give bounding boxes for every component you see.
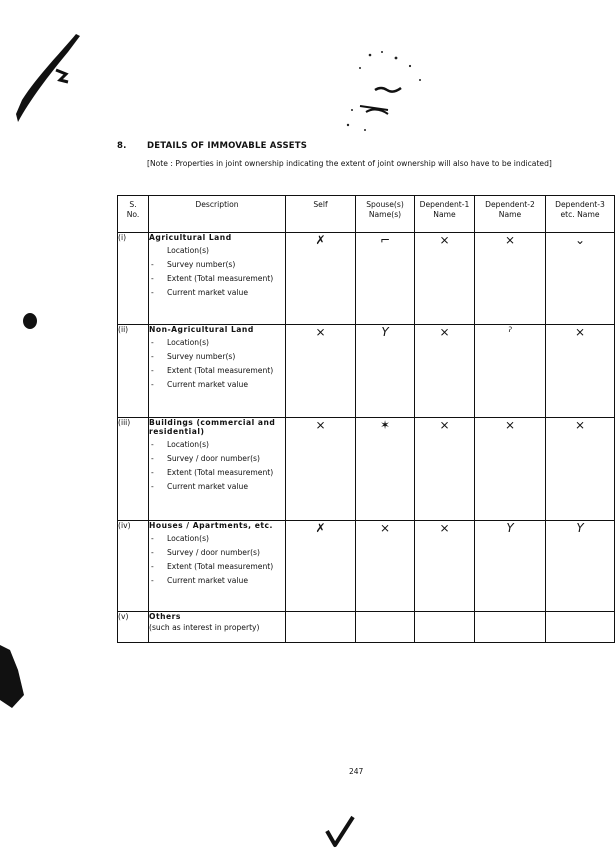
list-item: Location(s) bbox=[167, 246, 209, 255]
list-item: - Location(s) bbox=[151, 440, 209, 449]
cell-spouse: ⨯ bbox=[356, 521, 415, 612]
list-item: - Extent (Total measurement) bbox=[151, 274, 274, 283]
page-number: 247 bbox=[349, 767, 364, 776]
header-dependent-1: Dependent-1 Name bbox=[415, 196, 475, 233]
cell-self: ✗ bbox=[286, 233, 356, 325]
check-mark bbox=[325, 815, 355, 849]
cell-dependent-1: ⨯ bbox=[415, 418, 475, 521]
row-description bbox=[149, 612, 286, 643]
cell-dependent-1: ⨯ bbox=[415, 233, 475, 325]
list-item: - Survey number(s) bbox=[151, 260, 236, 269]
table-row bbox=[118, 521, 615, 612]
table-row bbox=[118, 612, 615, 643]
row-category: Houses / Apartments, etc. bbox=[149, 521, 273, 530]
list-item: - Current market value bbox=[151, 288, 249, 297]
cell-dependent-1: ⨯ bbox=[415, 521, 475, 612]
header-spouse: Spouse(s) Name(s) bbox=[356, 196, 415, 233]
table-row bbox=[118, 418, 615, 521]
cell-spouse: ✶ bbox=[356, 418, 415, 521]
cell-self: ⨯ bbox=[286, 325, 356, 418]
row-category: Non-Agricultural Land bbox=[149, 325, 254, 334]
list-item: - Current market value bbox=[151, 576, 249, 585]
cell-dependent-3: Y bbox=[546, 521, 615, 612]
row-category: Buildings (commercial and residential) bbox=[149, 418, 276, 436]
row-description bbox=[149, 418, 286, 521]
header-dependent-3: Dependent-3 etc. Name bbox=[546, 196, 615, 233]
list-item: - Current market value bbox=[151, 380, 249, 389]
row-description bbox=[149, 521, 286, 612]
header-dependent-2: Dependent-2 Name bbox=[475, 196, 546, 233]
row-category: Others bbox=[149, 612, 181, 621]
cell-self bbox=[286, 612, 356, 643]
row-sno: (v) bbox=[118, 612, 149, 643]
cell-spouse: Y bbox=[356, 325, 415, 418]
list-item: - Location(s) bbox=[151, 338, 209, 347]
row-subtext: (such as interest in property) bbox=[149, 623, 260, 632]
cell-spouse: ⌐ bbox=[356, 233, 415, 325]
cell-self: ✗ bbox=[286, 521, 356, 612]
cell-self: ⨯ bbox=[286, 418, 356, 521]
list-item: - Current market value bbox=[151, 482, 249, 491]
list-item: - Survey number(s) bbox=[151, 352, 236, 361]
row-description bbox=[149, 325, 286, 418]
ink-blot-mark bbox=[22, 312, 38, 330]
section-title: DETAILS OF IMMOVABLE ASSETS bbox=[147, 141, 308, 151]
cell-dependent-2: ⨯ bbox=[475, 233, 546, 325]
row-category: Agricultural Land bbox=[149, 233, 232, 242]
list-item: - Survey / door number(s) bbox=[151, 548, 260, 557]
cell-dependent-2: Y bbox=[475, 521, 546, 612]
cell-dependent-3: ⨯ bbox=[546, 325, 615, 418]
cell-spouse bbox=[356, 612, 415, 643]
list-item: - Extent (Total measurement) bbox=[151, 562, 274, 571]
list-item: - Survey / door number(s) bbox=[151, 454, 260, 463]
cell-dependent-3 bbox=[546, 612, 615, 643]
table-row bbox=[118, 233, 615, 325]
cell-dependent-2 bbox=[475, 612, 546, 643]
immovable-assets-table bbox=[117, 195, 615, 643]
cell-dependent-1: ⨯ bbox=[415, 325, 475, 418]
header-description: Description bbox=[149, 196, 286, 233]
row-description bbox=[149, 233, 286, 325]
row-sno: (iv) bbox=[118, 521, 149, 612]
faded-stamp-mark bbox=[330, 40, 440, 135]
section-heading bbox=[117, 141, 307, 151]
row-sno: (ii) bbox=[118, 325, 149, 418]
cell-dependent-3: ⌄ bbox=[546, 233, 615, 325]
list-item: - Extent (Total measurement) bbox=[151, 468, 274, 477]
row-sno: (iii) bbox=[118, 418, 149, 521]
list-item: - Location(s) bbox=[151, 534, 209, 543]
cell-dependent-1 bbox=[415, 612, 475, 643]
section-number: 8. bbox=[117, 141, 127, 151]
cell-dependent-2: ˀ bbox=[475, 325, 546, 418]
table-header-row bbox=[118, 196, 615, 233]
section-note: [Note : Properties in joint ownership indicating the extent of joint ownership will also have to be indicated] bbox=[147, 159, 552, 168]
ink-slash-mark bbox=[8, 30, 88, 130]
table-row bbox=[118, 325, 615, 418]
cell-dependent-2: ⨯ bbox=[475, 418, 546, 521]
header-sno: S. No. bbox=[118, 196, 149, 233]
cell-dependent-3: ⨯ bbox=[546, 418, 615, 521]
list-item: - Extent (Total measurement) bbox=[151, 366, 274, 375]
header-self: Self bbox=[286, 196, 356, 233]
edge-smear-mark bbox=[0, 640, 30, 710]
row-sno: (i) bbox=[118, 233, 149, 325]
